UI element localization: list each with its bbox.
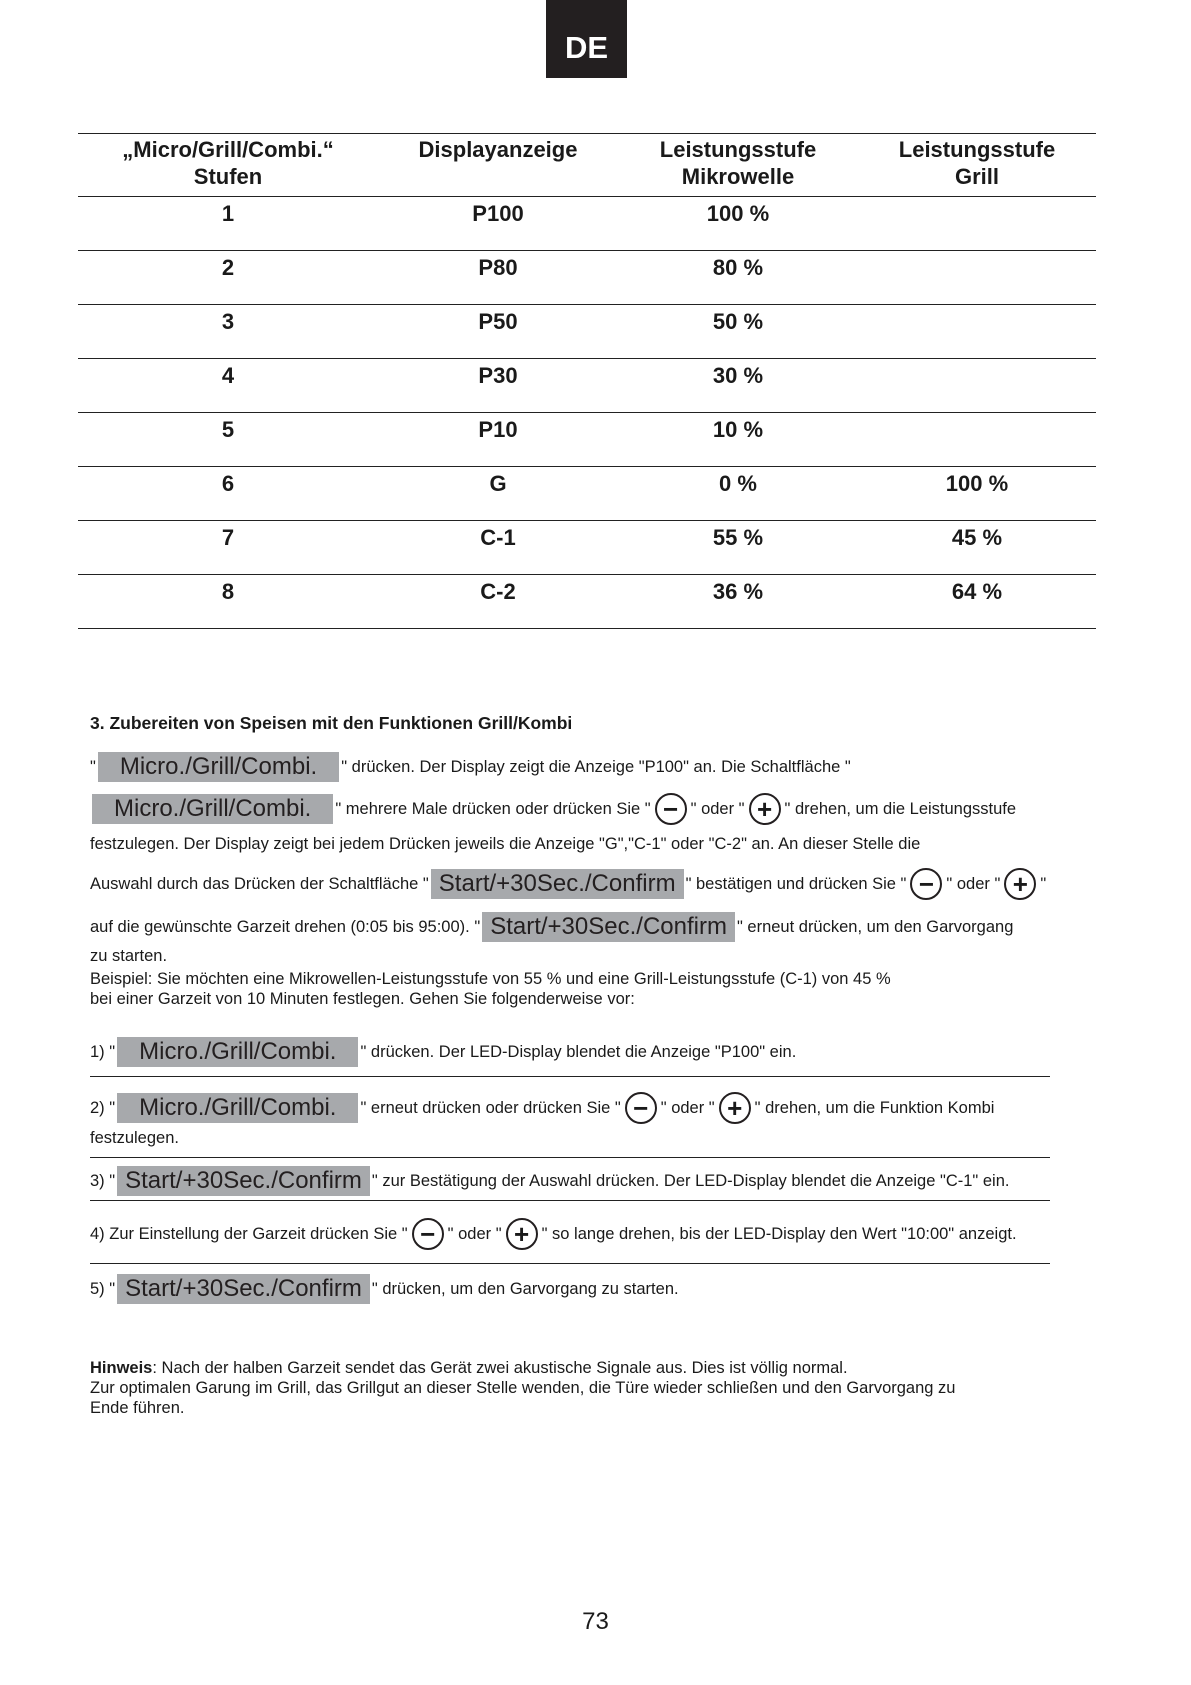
table-cell: C-2 [378, 575, 618, 629]
start-confirm-key: Start/+30Sec./Confirm [117, 1166, 370, 1196]
start-confirm-key: Start/+30Sec./Confirm [482, 912, 735, 942]
instruction-line-4: Auswahl durch das Drücken der Schaltfläche " Start/+30Sec./Confirm " bestätigen und drücken Sie " − " oder " + " [90, 869, 1047, 899]
example-line-1: Beispiel: Sie möchten eine Mikrowellen-Leistungsstufe von 55 % und eine Grill-Leistungsstufe (C-1) von 45 % [90, 970, 891, 988]
micro-grill-combi-key: Micro./Grill/Combi. [117, 1037, 358, 1067]
table-cell: 30 % [618, 359, 858, 413]
table-cell: 8 [78, 575, 378, 629]
power-level-table [78, 133, 1096, 629]
instruction-line-1: " Micro./Grill/Combi. " drücken. Der Display zeigt die Anzeige "P100" an. Die Schaltfläche " [90, 753, 851, 780]
step-divider [90, 1200, 1050, 1201]
table-header-row [78, 134, 1096, 197]
minus-icon: − [625, 1092, 657, 1124]
table-cell: 0 % [618, 467, 858, 521]
instruction-line-2: Micro./Grill/Combi. " mehrere Male drücken oder drücken Sie " − " oder " + " drehen, um die Leistungsstufe [90, 793, 1016, 825]
table-cell: P50 [378, 305, 618, 359]
table-row [78, 197, 1096, 251]
step-1: 1) " Micro./Grill/Combi. " drücken. Der LED-Display blendet die Anzeige "P100" ein. [90, 1038, 797, 1065]
step-divider [90, 1157, 1050, 1158]
plus-icon: + [1004, 868, 1036, 900]
plus-icon: + [719, 1092, 751, 1124]
micro-grill-combi-key: Micro./Grill/Combi. [92, 794, 333, 824]
instruction-line-3: festzulegen. Der Display zeigt bei jedem Drücken jeweils die Anzeige "G","C-1" oder "C-2" an. An dieser Stelle die [90, 835, 921, 853]
table-cell [858, 413, 1096, 467]
table-row [78, 251, 1096, 305]
minus-icon: − [412, 1218, 444, 1250]
minus-icon: − [655, 793, 687, 825]
table-cell: 7 [78, 521, 378, 575]
table-cell: P100 [378, 197, 618, 251]
instruction-line-5: auf die gewünschte Garzeit drehen (0:05 bis 95:00). " Start/+30Sec./Confirm " erneut drücken, um den Garvorgang [90, 913, 1014, 940]
table-cell: 6 [78, 467, 378, 521]
example-line-2: bei einer Garzeit von 10 Minuten festlegen. Gehen Sie folgenderweise vor: [90, 990, 635, 1008]
table-cell [858, 251, 1096, 305]
start-confirm-key: Start/+30Sec./Confirm [431, 869, 684, 899]
table-cell: P80 [378, 251, 618, 305]
page-number: 73 [582, 1608, 609, 1635]
micro-grill-combi-key: Micro./Grill/Combi. [117, 1093, 358, 1123]
table-cell: 80 % [618, 251, 858, 305]
table-cell: 4 [78, 359, 378, 413]
table-cell: 36 % [618, 575, 858, 629]
step-divider [90, 1076, 1050, 1077]
table-row [78, 359, 1096, 413]
step-3: 3) " Start/+30Sec./Confirm " zur Bestätigung der Auswahl drücken. Der LED-Display blendet die Anzeige "C-1" ein. [90, 1167, 1010, 1194]
header-grill: Leistungsstufe Grill [898, 137, 1056, 189]
table-row [78, 467, 1096, 521]
table-row [78, 305, 1096, 359]
table-cell: 45 % [858, 521, 1096, 575]
plus-icon: + [749, 793, 781, 825]
table-cell: 55 % [618, 521, 858, 575]
table-cell: 64 % [858, 575, 1096, 629]
table-cell [858, 359, 1096, 413]
table-cell: 3 [78, 305, 378, 359]
step-4: 4) Zur Einstellung der Garzeit drücken Sie " − " oder " + " so lange drehen, bis der LED-Display den Wert "10:00" anzeigt. [90, 1219, 1017, 1249]
table-cell: 50 % [618, 305, 858, 359]
table-row [78, 521, 1096, 575]
hint-note: Hinweis: Nach der halben Garzeit sendet das Gerät zwei akustische Signale aus. Dies ist völlig normal. Zur optimalen Garung im Grill, das Grillgut an dieser Stelle wenden, die Türe wieder schließen und den Garvorgang zu Ende führen. [90, 1359, 956, 1417]
step-divider [90, 1263, 1050, 1264]
table-cell: 2 [78, 251, 378, 305]
language-tab: DE [546, 0, 627, 78]
table-cell: 5 [78, 413, 378, 467]
header-stufen: „Micro/Grill/Combi.“ Stufen [122, 137, 334, 189]
table-row [78, 413, 1096, 467]
table-cell: 10 % [618, 413, 858, 467]
table-cell [858, 197, 1096, 251]
header-displayanzeige: Displayanzeige [418, 137, 578, 162]
table-cell: 100 % [618, 197, 858, 251]
table-cell: G [378, 467, 618, 521]
hint-label: Hinweis [90, 1359, 153, 1377]
table-cell: P10 [378, 413, 618, 467]
micro-grill-combi-key: Micro./Grill/Combi. [98, 752, 339, 782]
table-row [78, 575, 1096, 629]
plus-icon: + [506, 1218, 538, 1250]
instruction-line-6: zu starten. [90, 947, 168, 965]
table-cell: 1 [78, 197, 378, 251]
step-5: 5) " Start/+30Sec./Confirm " drücken, um den Garvorgang zu starten. [90, 1275, 679, 1302]
table-cell: 100 % [858, 467, 1096, 521]
table-cell [858, 305, 1096, 359]
step-2: 2) " Micro./Grill/Combi. " erneut drücken oder drücken Sie " − " oder " + " drehen, um die Funktion Kombi [90, 1093, 995, 1123]
start-confirm-key: Start/+30Sec./Confirm [117, 1274, 370, 1304]
minus-icon: − [910, 868, 942, 900]
header-mikrowelle: Leistungsstufe Mikrowelle [659, 137, 817, 189]
section-title: 3. Zubereiten von Speisen mit den Funktionen Grill/Kombi [90, 713, 573, 733]
table-cell: C-1 [378, 521, 618, 575]
step-2-continuation: festzulegen. [90, 1129, 179, 1147]
table-cell: P30 [378, 359, 618, 413]
